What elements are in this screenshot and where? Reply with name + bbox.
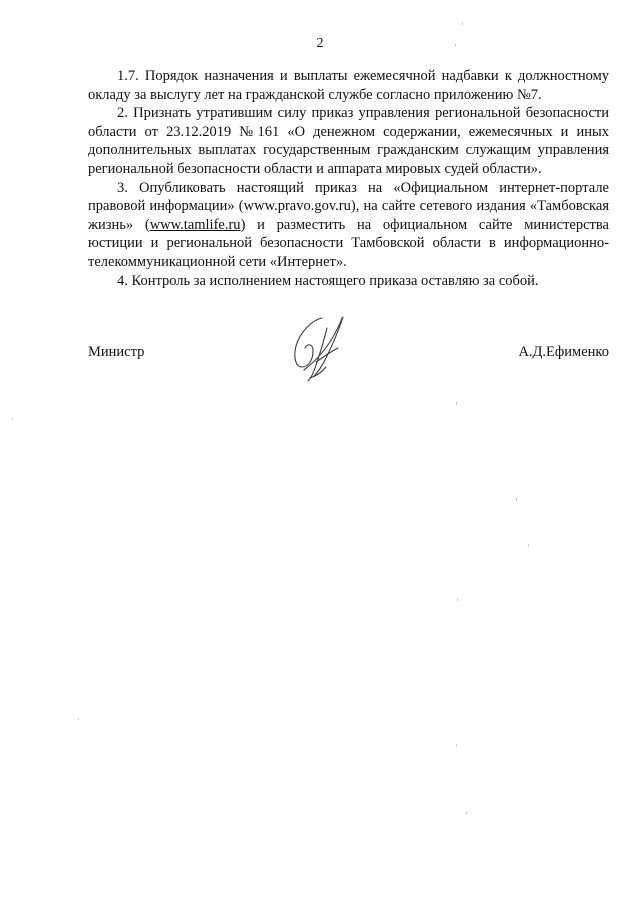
paragraph-3-text-end: ) и разместить на официальном сайте министерства юстиции и региональной безопасности Тамбовской области в информационно-телекоммуникационной сети «Интернет».: [88, 216, 609, 270]
scan-speckle: [462, 22, 463, 25]
paragraph-1-7-allowance-procedure: 1.7. Порядок назначения и выплаты ежемесячной надбавки к должностному окладу за выслугу лет на гражданской службе согласно приложению №7.: [88, 68, 609, 103]
scan-speckle: [466, 812, 467, 814]
scan-speckle: [457, 598, 458, 601]
paragraph-4-control: 4. Контроль за исполнением настоящего приказа оставляю за собой.: [117, 272, 539, 289]
handwritten-signature: [282, 312, 362, 384]
tamlife-link[interactable]: www.tamlife.ru: [149, 216, 241, 233]
scan-speckle: [455, 44, 456, 46]
scan-speckle: [528, 544, 529, 547]
position-title: Министр: [88, 344, 145, 360]
scan-speckle: [78, 718, 79, 720]
signer-name: А.Д.Ефименко: [518, 344, 609, 360]
scan-speckle: [12, 418, 13, 420]
page-number: 2: [316, 36, 324, 51]
paragraph-3-publication: [88, 179, 609, 272]
scan-speckle: [456, 744, 457, 747]
paragraph-2-repeal-order: 2. Признать утратившим силу приказ управления региональной безопасности области от 23.12.2019 №161 «О денежном содержании, ежемесячных и иных дополнительных выплатах государственным гражданским служащим управления региональной безопасности области и аппарата мировых судей области».: [88, 105, 609, 177]
scan-speckle: [516, 498, 517, 501]
scan-speckle: [456, 402, 457, 405]
paragraph-3-text-start: 3. Опубликовать настоящий приказ на «Официальном интернет-портале правовой информации» (www.pravo.gov.ru), на сайте сетевого издания «Тамбовская жизнь» (: [88, 179, 609, 233]
document-body: [88, 67, 609, 290]
